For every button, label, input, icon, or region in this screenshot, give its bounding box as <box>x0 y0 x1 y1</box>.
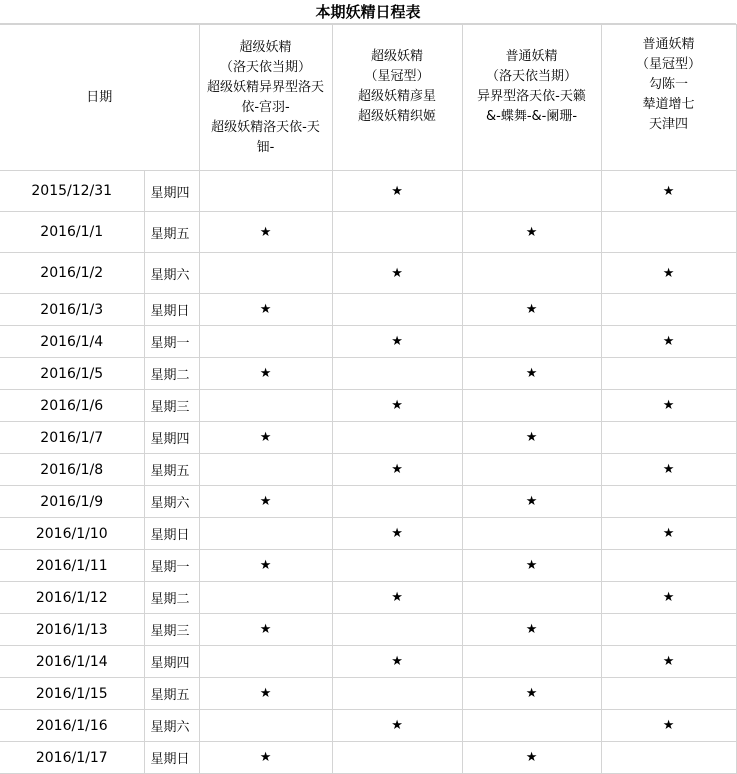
schedule-cell <box>332 390 462 422</box>
schedule-cell <box>332 253 462 294</box>
schedule-cell <box>462 582 601 614</box>
schedule-cell <box>199 390 332 422</box>
schedule-cell <box>462 326 601 358</box>
weekday-cell: 星期六 <box>144 253 199 294</box>
schedule-cell <box>601 614 736 646</box>
schedule-cell <box>332 614 462 646</box>
schedule-cell <box>332 486 462 518</box>
schedule-cell <box>332 294 462 326</box>
table-row <box>0 518 736 550</box>
column-header-4 <box>601 25 736 171</box>
date-cell: 2016/1/17 <box>0 742 144 774</box>
schedule-cell <box>199 710 332 742</box>
schedule-cell <box>462 358 601 390</box>
schedule-cell <box>332 422 462 454</box>
schedule-cell <box>199 212 332 253</box>
schedule-cell <box>462 614 601 646</box>
schedule-cell <box>462 171 601 212</box>
schedule-body <box>0 171 736 774</box>
schedule-cell <box>462 294 601 326</box>
schedule-cell <box>199 518 332 550</box>
star-icon: ★ <box>662 590 675 605</box>
date-cell: 2016/1/1 <box>0 212 144 253</box>
schedule-cell <box>332 710 462 742</box>
schedule-cell <box>199 422 332 454</box>
header-line: 普通妖精 <box>642 37 695 52</box>
date-cell: 2016/1/9 <box>0 486 144 518</box>
schedule-cell <box>199 253 332 294</box>
star-icon: ★ <box>662 265 675 281</box>
date-cell: 2016/1/16 <box>0 710 144 742</box>
schedule-cell <box>462 422 601 454</box>
weekday-cell: 星期四 <box>144 646 199 678</box>
schedule-cell <box>199 550 332 582</box>
weekday-cell: 星期三 <box>144 614 199 646</box>
weekday-cell: 星期四 <box>144 171 199 212</box>
date-cell: 2016/1/7 <box>0 422 144 454</box>
star-icon: ★ <box>391 398 403 413</box>
date-cell: 2016/1/3 <box>0 294 144 326</box>
star-icon: ★ <box>259 558 272 573</box>
schedule-cell <box>199 454 332 486</box>
schedule-cell <box>199 358 332 390</box>
schedule-cell <box>601 518 736 550</box>
weekday-cell: 星期六 <box>144 710 199 742</box>
schedule-cell <box>462 212 601 253</box>
schedule-cell <box>462 710 601 742</box>
star-icon: ★ <box>525 224 538 240</box>
date-cell: 2016/1/12 <box>0 582 144 614</box>
weekday-cell: 星期一 <box>144 550 199 582</box>
table-row <box>0 742 736 774</box>
star-icon: ★ <box>525 494 538 509</box>
schedule-cell <box>332 550 462 582</box>
star-icon: ★ <box>662 526 675 541</box>
schedule-cell <box>601 550 736 582</box>
weekday-cell: 星期五 <box>144 212 199 253</box>
star-icon: ★ <box>662 334 675 349</box>
table-row <box>0 326 736 358</box>
date-cell: 2016/1/13 <box>0 614 144 646</box>
header-line: 天津四 <box>649 117 689 132</box>
schedule-cell <box>332 212 462 253</box>
column-header-1 <box>199 25 332 171</box>
sheet-title: 本期妖精日程表 <box>0 0 736 24</box>
header-line: 异界型洛天依-天籁 <box>477 89 586 104</box>
star-icon: ★ <box>525 622 538 637</box>
table-row <box>0 486 736 518</box>
date-cell: 2016/1/11 <box>0 550 144 582</box>
star-icon: ★ <box>259 430 272 445</box>
star-icon: ★ <box>391 183 403 199</box>
date-cell: 2016/1/2 <box>0 253 144 294</box>
star-icon: ★ <box>525 558 538 573</box>
schedule-cell <box>332 171 462 212</box>
header-line: 超级妖精织姬 <box>358 109 437 124</box>
schedule-cell <box>601 710 736 742</box>
table-row <box>0 678 736 710</box>
star-icon: ★ <box>259 494 272 509</box>
header-line: （星冠型） <box>364 69 430 84</box>
date-cell: 2016/1/15 <box>0 678 144 710</box>
star-icon: ★ <box>662 718 675 733</box>
star-icon: ★ <box>662 654 675 669</box>
schedule-cell <box>199 294 332 326</box>
star-icon: ★ <box>525 686 538 701</box>
star-icon: ★ <box>259 686 272 701</box>
schedule-cell <box>199 646 332 678</box>
star-icon: ★ <box>525 430 538 445</box>
schedule-cell <box>199 742 332 774</box>
weekday-cell: 星期二 <box>144 582 199 614</box>
header-line: 超级妖精异界型洛天 <box>207 79 325 95</box>
schedule-cell <box>601 582 736 614</box>
schedule-cell <box>601 212 736 253</box>
weekday-cell: 星期三 <box>144 390 199 422</box>
schedule-cell <box>601 171 736 212</box>
weekday-cell: 星期日 <box>144 294 199 326</box>
header-line: 超级妖精 <box>371 49 424 64</box>
date-column-header: 日期 <box>0 25 199 171</box>
star-icon: ★ <box>391 718 403 733</box>
date-cell: 2016/1/5 <box>0 358 144 390</box>
star-icon: ★ <box>525 302 538 317</box>
star-icon: ★ <box>391 334 403 349</box>
weekday-cell: 星期六 <box>144 486 199 518</box>
schedule-cell <box>601 294 736 326</box>
star-icon: ★ <box>391 526 403 541</box>
weekday-cell: 星期五 <box>144 454 199 486</box>
schedule-table <box>0 24 737 774</box>
table-row <box>0 253 736 294</box>
column-header-2 <box>332 25 462 171</box>
schedule-cell <box>332 646 462 678</box>
column-header-3 <box>462 25 601 171</box>
schedule-cell <box>462 486 601 518</box>
table-row <box>0 710 736 742</box>
header-line: &-蝶舞-&-阑珊- <box>485 109 578 124</box>
schedule-cell <box>601 390 736 422</box>
star-icon: ★ <box>525 750 538 765</box>
weekday-cell: 星期日 <box>144 742 199 774</box>
schedule-cell <box>199 582 332 614</box>
schedule-cell <box>332 358 462 390</box>
table-row <box>0 294 736 326</box>
star-icon: ★ <box>391 654 403 669</box>
table-row <box>0 390 736 422</box>
schedule-cell <box>601 326 736 358</box>
schedule-cell <box>601 678 736 710</box>
schedule-cell <box>199 678 332 710</box>
star-icon: ★ <box>662 183 675 199</box>
star-icon: ★ <box>259 224 272 240</box>
header-line: 超级妖精彦星 <box>358 89 437 104</box>
schedule-cell <box>332 326 462 358</box>
schedule-cell <box>462 646 601 678</box>
schedule-cell <box>601 646 736 678</box>
star-icon: ★ <box>259 302 272 317</box>
header-line: （洛天依当期） <box>486 69 578 84</box>
schedule-cell <box>462 678 601 710</box>
schedule-cell <box>462 253 601 294</box>
schedule-cell <box>601 253 736 294</box>
schedule-cell <box>462 390 601 422</box>
star-icon: ★ <box>391 590 403 605</box>
date-cell: 2015/12/31 <box>0 171 144 212</box>
schedule-cell <box>601 422 736 454</box>
header-line: 辇道增七 <box>642 97 695 112</box>
date-cell: 2016/1/10 <box>0 518 144 550</box>
star-icon: ★ <box>391 462 403 477</box>
weekday-cell: 星期五 <box>144 678 199 710</box>
table-row <box>0 646 736 678</box>
schedule-cell <box>199 614 332 646</box>
star-icon: ★ <box>662 462 675 477</box>
star-icon: ★ <box>662 398 675 413</box>
header-line: 超级妖精 <box>239 39 292 55</box>
schedule-cell <box>601 454 736 486</box>
table-row <box>0 582 736 614</box>
weekday-cell: 星期一 <box>144 326 199 358</box>
schedule-cell <box>332 678 462 710</box>
schedule-cell <box>199 171 332 212</box>
table-row <box>0 212 736 253</box>
star-icon: ★ <box>259 750 272 765</box>
schedule-cell <box>462 550 601 582</box>
star-icon: ★ <box>391 265 403 281</box>
schedule-cell <box>332 582 462 614</box>
table-row <box>0 454 736 486</box>
star-icon: ★ <box>259 622 272 637</box>
weekday-cell: 星期日 <box>144 518 199 550</box>
header-line: 钿- <box>256 139 275 155</box>
schedule-cell <box>601 742 736 774</box>
header-line: 普通妖精 <box>505 49 558 64</box>
schedule-cell <box>462 742 601 774</box>
table-row <box>0 550 736 582</box>
header-row <box>0 25 736 171</box>
table-row <box>0 422 736 454</box>
header-line: （洛天依当期） <box>220 59 312 75</box>
weekday-cell: 星期二 <box>144 358 199 390</box>
schedule-cell <box>199 486 332 518</box>
schedule-cell <box>462 518 601 550</box>
header-line: 勾陈一 <box>649 77 689 92</box>
schedule-cell <box>601 486 736 518</box>
schedule-cell <box>332 742 462 774</box>
table-row <box>0 358 736 390</box>
schedule-cell <box>332 518 462 550</box>
schedule-cell <box>462 454 601 486</box>
schedule-cell <box>332 454 462 486</box>
date-cell: 2016/1/14 <box>0 646 144 678</box>
table-row <box>0 614 736 646</box>
star-icon: ★ <box>525 366 538 381</box>
header-line: 依-宫羽- <box>241 99 290 115</box>
date-cell: 2016/1/4 <box>0 326 144 358</box>
star-icon: ★ <box>259 366 272 381</box>
schedule-cell <box>199 326 332 358</box>
date-cell: 2016/1/8 <box>0 454 144 486</box>
schedule-cell <box>601 358 736 390</box>
header-line: （星冠型） <box>636 57 702 72</box>
date-cell: 2016/1/6 <box>0 390 144 422</box>
header-line: 超级妖精洛天依-天 <box>211 119 320 135</box>
weekday-cell: 星期四 <box>144 422 199 454</box>
table-row <box>0 171 736 212</box>
